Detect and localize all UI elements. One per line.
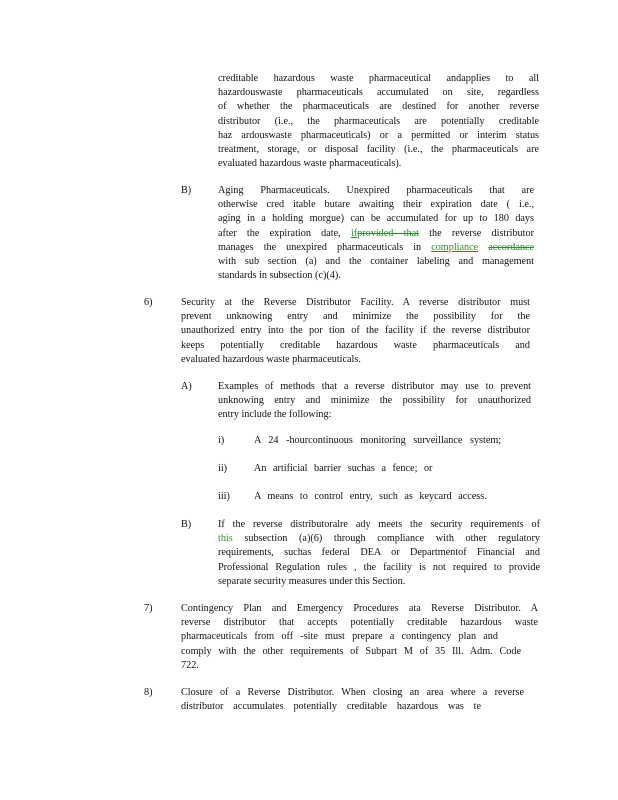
- closure-paragraph: [181, 686, 524, 714]
- subsection-label-b: B): [181, 185, 192, 196]
- text-fragment: manages the unexpired pharmaceuticals in: [218, 241, 432, 253]
- text-fragment: the reverse distributor: [418, 227, 534, 239]
- text-line: Contingency Plan and Emergency Procedures ata Reverse Distributor. A: [181, 603, 538, 614]
- subsection-label-b-security: B): [181, 519, 192, 530]
- text-line: with sub section (a) and the container labeling and management: [218, 256, 534, 268]
- section-label-7: 7): [144, 603, 153, 614]
- text-line: 722.: [181, 659, 199, 671]
- text-line: evaluated hazardous waste pharmaceuticals).: [218, 158, 402, 170]
- intro-paragraph: [218, 72, 539, 171]
- text-line: standards in subsection (c)(4).: [218, 270, 341, 282]
- text-line: unknowing entry and minimize the possibility for unauthorized: [218, 395, 531, 407]
- item-label-i: i): [218, 435, 225, 446]
- text-line: prevent unknowing entry and minimize the possibility for the: [181, 311, 530, 323]
- text-line: keeps potentially creditable hazardous waste pharmaceuticals and: [181, 339, 530, 351]
- text-line: Professional Regulation rules , the facility is not required to provide: [218, 561, 540, 573]
- text-line: treatment, storage, or disposal facility (i.e., the pharmaceuticals are: [218, 144, 539, 156]
- text-fragment: after the expiration date,: [218, 227, 351, 239]
- item-text-ii: An artificial barrier suchas a fence; or: [254, 463, 433, 474]
- text-line: separate security measures under this Section.: [218, 575, 406, 587]
- inserted-text: compliance: [431, 241, 479, 253]
- text-line: If the reverse distributoralre ady meets the security requirements of: [218, 519, 540, 530]
- text-line: comply with the other requirements of Subpart M of 35 Ill. Adm. Code: [181, 645, 521, 657]
- text-line: aging in a holding morgue) can be accumulated for up to 180 days: [218, 213, 534, 225]
- examples-paragraph: [218, 380, 531, 423]
- text-line: requirements, suchas federal DEA or Departmentof Financial and: [218, 547, 540, 559]
- text-line: haz ardouswaste pharmaceuticals) or a permitted or interim status: [218, 129, 539, 141]
- text-line: Security at the Reverse Distributor Facility. A reverse distributor must: [181, 297, 530, 308]
- inserted-text: this: [218, 533, 233, 545]
- text-fragment: subsection (a)(6) through compliance with other regulatory: [232, 533, 540, 545]
- text-line-with-revision: [218, 532, 540, 546]
- text-line: Aging Pharmaceuticals. Unexpired pharmaceuticals that are: [218, 185, 534, 196]
- text-line: evaluated hazardous waste pharmaceuticals.: [181, 353, 361, 365]
- text-line: hazardouswaste pharmaceuticals accumulated on site, regardless: [218, 87, 539, 99]
- deleted-text: provided that: [357, 227, 419, 239]
- text-line: unauthorized entry into the por tion of the facility if the reverse distributor: [181, 325, 530, 337]
- section-label-8: 8): [144, 687, 153, 698]
- item-label-iii: iii): [218, 491, 230, 502]
- security-paragraph: [181, 296, 530, 367]
- deleted-text: accordance: [488, 241, 535, 253]
- item-label-ii: ii): [218, 463, 228, 474]
- security-exemption-paragraph: [218, 518, 540, 589]
- text-line: Examples of methods that a reverse distributor may use to prevent: [218, 381, 531, 392]
- contingency-paragraph: [181, 602, 538, 673]
- text-line: reverse distributor that accepts potentially creditable hazardous waste: [181, 617, 538, 629]
- item-text-iii: A means to control entry, such as keycard access.: [254, 491, 487, 502]
- text-line: entry include the following:: [218, 409, 332, 421]
- section-label-6: 6): [144, 297, 153, 308]
- text-line-with-revision: [218, 241, 534, 255]
- text-line: of whether the pharmaceuticals are destined for another reverse: [218, 101, 539, 113]
- text-line: otherwise cred itable butare awaiting their expiration date ( i.e.,: [218, 199, 534, 211]
- subsection-label-a: A): [181, 381, 192, 392]
- text-line: pharmaceuticals from off -site must prepare a contingency plan and: [181, 631, 498, 643]
- inserted-text: if: [350, 227, 358, 239]
- text-line: distributor accumulates potentially creditable hazardous was te: [181, 701, 481, 713]
- aging-pharmaceuticals-paragraph: [218, 184, 534, 283]
- text-line: creditable hazardous waste pharmaceutical andapplies to all: [218, 73, 539, 84]
- text-line: distributor (i.e., the pharmaceuticals are potentially creditable: [218, 115, 539, 127]
- text-line-with-revision: [218, 227, 534, 241]
- item-text-i: A 24 -hourcontinuous monitoring surveillance system;: [254, 435, 502, 446]
- text-line: Closure of a Reverse Distributor. When closing an area where a reverse: [181, 687, 524, 698]
